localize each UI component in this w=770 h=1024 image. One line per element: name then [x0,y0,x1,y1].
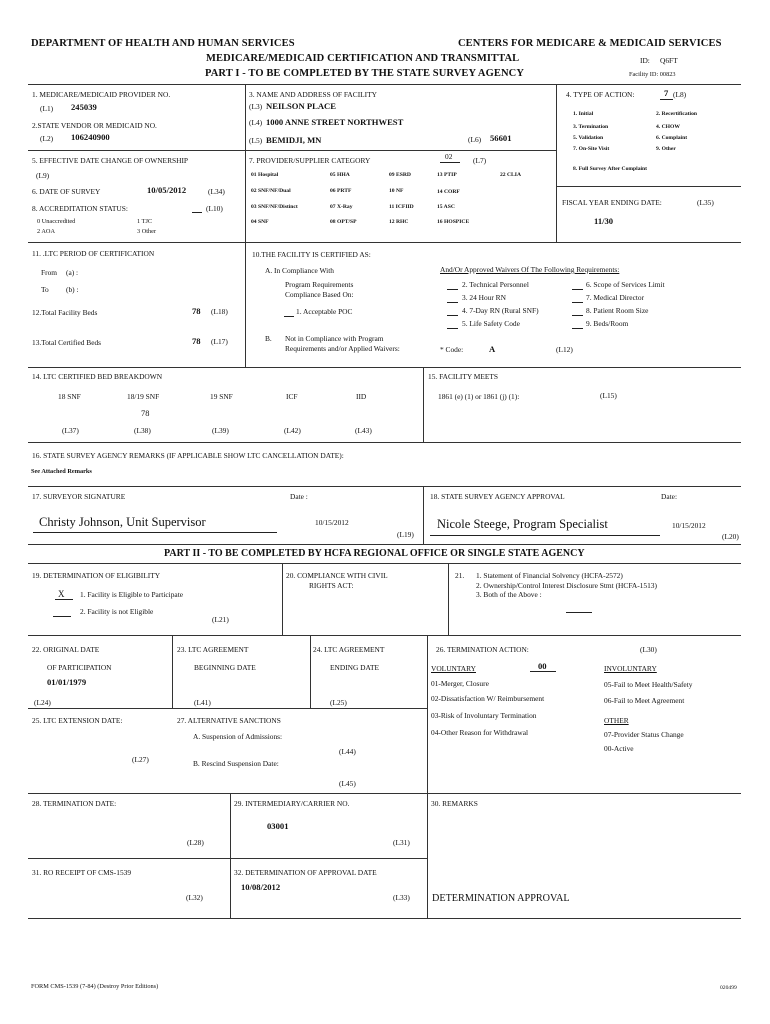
action-option: 2. Recertification [656,111,698,117]
bed-code: (L43) [355,426,372,435]
l24-code: (L24) [34,698,51,707]
agency-date-label: Date: [661,492,678,501]
category-option: 11 ICFIID [389,204,414,210]
program-requirements: Program Requirements [285,280,354,289]
bed-code: (L38) [134,426,151,435]
carrier-no-label: 29. INTERMEDIARY/CARRIER NO. [234,799,350,808]
civil-rights-label: 20. COMPLIANCE WITH CIVIL [286,571,388,580]
action-option: 8. Full Survey After Complaint [573,166,648,172]
not-eligible-option: 2. Facility is not Eligible [80,607,154,616]
agency-approval-label: 18. STATE SURVEY AGENCY APPROVAL [430,492,565,501]
action-option: 7. On-Site Visit [573,146,610,152]
provider-no-value[interactable]: 245039 [71,102,97,112]
facility-city[interactable]: BEMIDJI, MN [266,135,322,145]
total-facility-beds-value[interactable]: 78 [192,306,201,316]
carrier-no-value[interactable]: 03001 [267,821,289,831]
agency-date[interactable]: 10/15/2012 [672,521,706,530]
beginning-date-label: BEGINNING DATE [194,663,256,672]
in-compliance-label: A. In Compliance With [265,266,334,275]
l27-code: (L27) [132,755,149,764]
part-two-title: PART II - TO BE COMPLETED BY HCFA REGIONAL OFFICE OR SINGLE STATE AGENCY [164,548,585,559]
type-of-action-label: 4. TYPE OF ACTION: [566,90,635,99]
eligible-mark[interactable]: X [58,589,65,599]
from-code: (a) : [66,268,79,277]
l28-code: (L28) [187,838,204,847]
ltc-begin-label: 23. LTC AGREEMENT [177,645,249,654]
provider-no-label: 1. MEDICARE/MEDICAID PROVIDER NO. [32,90,171,99]
ownership-option: 2. Ownership/Control Interest Disclosure Stmt (HCFA-1513) [476,581,657,590]
category-option: 14 CORF [437,189,460,195]
l5-code: (L5) [249,136,263,145]
waiver-option: 5. Life Safety Code [462,319,520,328]
l10-code: (L10) [206,204,223,213]
category-option: 13 PTIP [437,172,457,178]
bed-column: ICF [286,392,298,401]
l19-code: (L19) [397,530,414,539]
approval-date-label: 32. DETERMINATION OF APPROVAL DATE [234,868,377,877]
category-option: 09 ESRD [389,172,411,178]
surveyor-date[interactable]: 10/15/2012 [315,518,349,527]
other-option: 00-Active [604,744,634,753]
approval-date-value[interactable]: 10/08/2012 [241,882,281,892]
original-date-value[interactable]: 01/01/1979 [47,677,87,687]
part-two-remarks-label: 30. REMARKS [431,799,478,808]
l32-code: (L32) [186,893,203,902]
bed-breakdown-label: 14. LTC CERTIFIED BED BREAKDOWN [32,372,163,381]
waiver-option: 4. 7-Day RN (Rural SNF) [462,306,539,315]
l44-code: (L44) [339,747,356,756]
voluntary-heading: VOLUNTARY [431,664,476,673]
category-option: 12 RHC [389,219,409,225]
both-option: 3. Both of the Above : [476,590,542,599]
field-21-number: 21. [455,571,465,580]
code-value[interactable]: A [489,344,496,354]
category-option: 07 X-Ray [330,204,353,210]
action-option: 4. CHOW [656,124,680,130]
code-label: * Code: [440,345,464,354]
waiver-option: 7. Medical Director [586,293,645,302]
voluntary-option: 02-Dissatisfaction W/ Reimbursement [431,694,545,703]
bed-column: IID [356,392,367,401]
remarks-label: 16. STATE SURVEY AGENCY REMARKS (IF APPLICABLE SHOW LTC CANCELLATION DATE): [32,451,344,460]
l18-code: (L18) [211,307,228,316]
waiver-option: 8. Patient Room Size [586,306,649,315]
surveyor-signature-label: 17. SURVEYOR SIGNATURE [32,492,126,501]
facility-address-label: 3. NAME AND ADDRESS OF FACILITY [249,90,377,99]
alt-sanctions-label: 27. ALTERNATIVE SANCTIONS [177,716,281,725]
waiver-option: 3. 24 Hour RN [462,293,506,302]
ltc-extension-label: 25. LTC EXTENSION DATE: [32,716,123,725]
voluntary-option: 01-Merger, Closure [431,679,489,688]
category-option: 04 SNF [251,219,269,225]
voluntary-option: 04-Other Reason for Withdrawal [431,728,529,737]
waivers-heading: And/Or Approved Waivers Of The Following Requirements: [440,265,620,274]
l4-code: (L4) [249,118,263,127]
suspension-label: A. Suspension of Admissions: [193,732,283,741]
fiscal-year-value[interactable]: 11/30 [594,216,614,226]
facility-id: Facility ID: 00823 [629,71,676,78]
l9-code: (L9) [36,171,50,180]
l20-code: (L20) [722,532,739,541]
l45-code: (L45) [339,779,356,788]
certified-as-label: 10.THE FACILITY IS CERTIFIED AS: [252,250,371,259]
l2-code: (L2) [40,134,54,143]
l41-code: (L41) [194,698,211,707]
action-option: 1. Initial [573,111,594,117]
l7-code: (L7) [473,156,487,165]
provider-category-label: 7. PROVIDER/SUPPLIER CATEGORY [249,156,371,165]
category-option: 15 ASC [437,204,455,210]
bed-count-value[interactable]: 78 [141,409,150,418]
id-value: Q6FT [660,56,678,65]
l31-code: (L31) [393,838,410,847]
solvency-option: 1. Statement of Financial Solvency (HCFA-2572) [476,571,623,580]
category-option: 01 Hospital [251,172,279,178]
category-option: 22 CLIA [500,172,521,178]
agency-signature[interactable]: Nicole Steege, Program Specialist [437,517,608,531]
date-of-survey-label: 6. DATE OF SURVEY [32,187,101,196]
bed-code: (L37) [62,426,79,435]
not-in-compliance-2: Requirements and/or Applied Waivers: [285,344,400,353]
to-label: To [41,285,49,294]
facility-name[interactable]: NEILSON PLACE [266,101,336,111]
eligible-option: 1. Facility is Eligible to Participate [80,590,184,599]
l15-code: (L15) [600,391,617,400]
category-option: 05 HHA [330,172,350,178]
eligibility-label: 19. DETERMINATION OF ELIGIBILITY [32,571,161,580]
bed-column: 18/19 SNF [127,392,160,401]
id-label: ID: [640,56,650,65]
remarks-value[interactable]: See Attached Remarks [31,468,92,475]
ltc-period-label: 11. .LTC PERIOD OF CERTIFICATION [32,249,155,258]
l30-code: (L30) [640,645,657,654]
involuntary-option: 06-Fail to Meet Agreement [604,696,685,705]
form-title: MEDICARE/MEDICAID CERTIFICATION AND TRANSMITTAL [206,53,520,64]
facility-street[interactable]: 1000 ANNE STREET NORTHWEST [266,117,404,127]
l35-code: (L35) [697,198,714,207]
surveyor-date-label: Date : [290,492,308,501]
category-option: 08 OPT/SP [330,219,357,225]
ending-date-label: ENDING DATE [330,663,380,672]
total-certified-beds-value[interactable]: 78 [192,336,201,346]
waiver-option: 6. Scope of Services Limit [586,280,665,289]
change-of-ownership-label: 5. EFFECTIVE DATE CHANGE OF OWNERSHIP [32,156,189,165]
l12-code: (L12) [556,345,573,354]
original-date-label: 22. ORIGINAL DATE [32,645,100,654]
rescind-label: B. Rescind Suspension Date: [193,759,279,768]
bed-column: 19 SNF [210,392,233,401]
accreditation-label: 8. ACCREDITATION STATUS: [32,204,128,213]
total-certified-beds-label: 13.Total Certified Beds [32,338,102,347]
footer-code: 020499 [720,985,737,991]
termination-date-label: 28. TERMINATION DATE: [32,799,117,808]
termination-value[interactable]: 00 [538,661,547,671]
provider-category-value[interactable]: 02 [445,152,453,161]
voluntary-option: 03-Risk of Involuntary Termination [431,711,537,720]
category-option: 10 NF [389,188,404,194]
not-in-compliance-b: B. [265,334,272,343]
other-heading: OTHER [604,716,629,725]
total-facility-beds-label: 12.Total Facility Beds [32,308,98,317]
civil-rights-label-2: RIGHTS ACT: [309,581,354,590]
involuntary-heading: INVOLUNTARY [604,664,657,673]
accreditation-option: 3 Other [137,228,157,235]
type-of-action-value[interactable]: 7 [664,88,669,98]
part-one-title: PART I - TO BE COMPLETED BY THE STATE SURVEY AGENCY [205,68,525,79]
category-option: 06 PRTF [330,188,352,194]
l17-code: (L17) [211,337,228,346]
accreditation-option: 0 Unaccredited [37,218,76,225]
l33-code: (L33) [393,893,410,902]
waiver-option: 9. Beds/Room [586,319,629,328]
category-option: 16 HOSPICE [437,219,470,225]
facility-meets-text: 1861 (e) (1) or 1861 (j) (1): [438,392,520,401]
accreditation-option: 2 AOA [37,228,56,235]
department-title: DEPARTMENT OF HEALTH AND HUMAN SERVICES [31,38,295,49]
from-label: From [41,268,58,277]
l34-code: (L34) [208,187,225,196]
involuntary-option: 05-Fail to Meet Health/Safety [604,680,693,689]
of-participation-label: OF PARTICIPATION [47,663,112,672]
acceptable-poc: 1. Acceptable POC [296,307,353,316]
l1-code: (L1) [40,104,54,113]
vendor-no-value[interactable]: 106240900 [71,132,110,142]
facility-meets-label: 15. FACILITY MEETS [428,372,499,381]
ltc-end-label: 24. LTC AGREEMENT [313,645,385,654]
action-option: 5. Validation [573,135,604,141]
agency-title: CENTERS FOR MEDICARE & MEDICAID SERVICES [458,38,722,49]
action-option: 9. Other [656,146,676,152]
bed-code: (L39) [212,426,229,435]
accreditation-option: 1 TJC [137,218,153,225]
l6-code: (L6) [468,135,482,144]
bed-column: 18 SNF [58,392,81,401]
facility-zip[interactable]: 56601 [490,133,512,143]
form-number: FORM CMS-1539 (7-84) (Destroy Prior Editions) [31,983,159,990]
to-code: (b) : [66,285,79,294]
compliance-based-on: Compliance Based On: [285,290,354,299]
other-option: 07-Provider Status Change [604,730,684,739]
fiscal-year-label: FISCAL YEAR ENDING DATE: [562,198,662,207]
waiver-option: 2. Technical Personnel [462,280,529,289]
date-of-survey-value[interactable]: 10/05/2012 [147,185,187,195]
category-option: 02 SNF/NF/Dual [251,188,291,194]
determination-approval[interactable]: DETERMINATION APPROVAL [432,893,570,904]
action-option: 3. Termination [573,124,609,130]
l8-code: (L8) [673,90,687,99]
l25-code: (L25) [330,698,347,707]
l21-code: (L21) [212,615,229,624]
bed-code: (L42) [284,426,301,435]
termination-action-label: 26. TERMINATION ACTION: [436,645,529,654]
category-option: 03 SNF/NF/Distinct [251,204,298,210]
vendor-no-label: 2.STATE VENDOR OR MEDICAID NO. [32,121,157,130]
not-in-compliance-1: Not in Compliance with Program [285,334,384,343]
action-option: 6. Complaint [656,135,688,141]
surveyor-signature[interactable]: Christy Johnson, Unit Supervisor [39,515,206,529]
l3-code: (L3) [249,102,263,111]
ro-receipt-label: 31. RO RECEIPT OF CMS-1539 [32,868,132,877]
